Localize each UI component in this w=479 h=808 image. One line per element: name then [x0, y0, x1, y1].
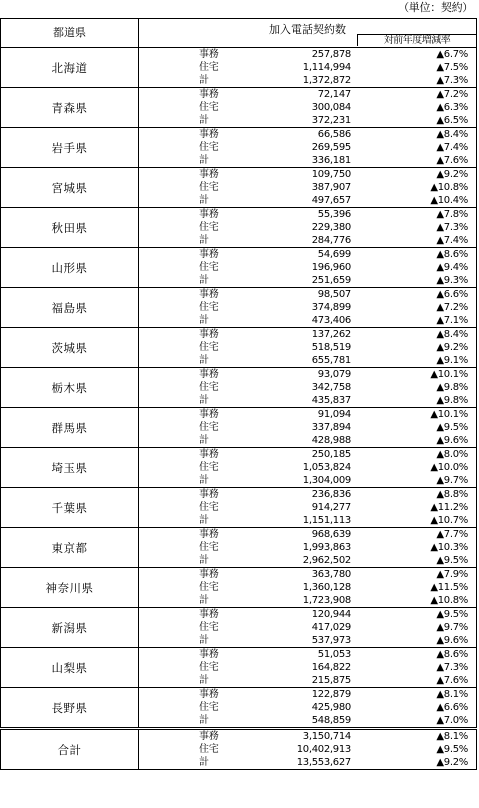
category-label: 計 — [199, 757, 209, 768]
prefecture-name: 埼玉県 — [1, 448, 139, 488]
change-rate: ▲10.8% — [430, 595, 468, 606]
table-row — [1, 448, 477, 488]
data-line — [139, 648, 476, 661]
subscription-value: 374,899 — [311, 302, 351, 313]
change-rate: ▲7.4% — [436, 235, 468, 246]
data-line — [139, 128, 476, 141]
category-label: 事務 — [199, 129, 219, 140]
change-rate: ▲7.9% — [436, 569, 468, 580]
subscription-value: 425,980 — [311, 702, 351, 713]
subscription-value: 1,114,994 — [302, 62, 351, 73]
category-label: 計 — [199, 595, 209, 606]
change-rate: ▲6.3% — [436, 102, 468, 113]
data-line — [139, 461, 476, 474]
category-label: 計 — [199, 635, 209, 646]
data-line — [139, 181, 476, 194]
subscription-value: 363,780 — [311, 569, 351, 580]
category-label: 計 — [199, 275, 209, 286]
prefecture-data — [139, 568, 477, 608]
data-line — [139, 568, 476, 581]
subscription-value: 968,639 — [311, 529, 351, 540]
prefecture-data — [139, 88, 477, 128]
data-line — [139, 381, 476, 394]
subscription-value: 336,181 — [311, 155, 351, 166]
data-line — [139, 328, 476, 341]
data-line — [139, 368, 476, 381]
category-label: 住宅 — [199, 142, 219, 153]
data-line — [139, 474, 476, 487]
table-row — [1, 168, 477, 208]
change-rate: ▲10.1% — [430, 369, 468, 380]
data-line — [139, 581, 476, 594]
change-rate: ▲7.8% — [436, 209, 468, 220]
category-label: 事務 — [199, 569, 219, 580]
prefecture-name: 福島県 — [1, 288, 139, 328]
table-row — [1, 88, 477, 128]
header-prefecture: 都道県 — [1, 19, 139, 48]
category-label: 事務 — [199, 449, 219, 460]
change-rate: ▲6.6% — [436, 702, 468, 713]
change-rate: ▲7.7% — [436, 529, 468, 540]
subscription-value: 98,507 — [317, 289, 351, 300]
prefecture-name: 北海道 — [1, 48, 139, 88]
change-rate: ▲9.2% — [436, 757, 468, 768]
subscription-value: 251,659 — [311, 275, 351, 286]
category-label: 住宅 — [199, 502, 219, 513]
subscription-value: 337,894 — [311, 422, 351, 433]
prefecture-data — [139, 328, 477, 368]
category-label: 事務 — [199, 89, 219, 100]
data-line — [139, 408, 476, 421]
change-rate: ▲9.3% — [436, 275, 468, 286]
subscription-value: 518,519 — [311, 342, 351, 353]
category-label: 計 — [199, 515, 209, 526]
subscription-value: 300,084 — [311, 102, 351, 113]
prefecture-data — [139, 168, 477, 208]
prefecture-name: 新潟県 — [1, 608, 139, 648]
change-rate: ▲7.3% — [436, 662, 468, 673]
subscription-value: 2,962,502 — [302, 555, 351, 566]
table-row — [1, 688, 477, 729]
category-label: 住宅 — [199, 262, 219, 273]
prefecture-data — [139, 208, 477, 248]
data-line — [139, 421, 476, 434]
category-label: 計 — [199, 75, 209, 86]
change-rate: ▲7.6% — [436, 675, 468, 686]
data-line — [139, 74, 476, 87]
subscription-value: 3,150,714 — [302, 731, 351, 742]
change-rate: ▲10.7% — [430, 515, 468, 526]
change-rate: ▲7.2% — [436, 89, 468, 100]
subscription-value: 72,147 — [317, 89, 351, 100]
subscription-value: 120,944 — [311, 609, 351, 620]
data-line — [139, 221, 476, 234]
category-label: 事務 — [199, 209, 219, 220]
table-row — [1, 528, 477, 568]
change-rate: ▲9.5% — [436, 609, 468, 620]
change-rate: ▲9.2% — [436, 342, 468, 353]
prefecture-name: 栃木県 — [1, 368, 139, 408]
prefecture-name: 青森県 — [1, 88, 139, 128]
prefecture-name: 茨城県 — [1, 328, 139, 368]
prefecture-name: 神奈川県 — [1, 568, 139, 608]
data-line — [139, 594, 476, 607]
change-rate: ▲9.5% — [436, 555, 468, 566]
category-label: 住宅 — [199, 462, 219, 473]
subscription-value: 284,776 — [311, 235, 351, 246]
subscription-value: 10,402,913 — [296, 744, 351, 755]
change-rate: ▲6.7% — [436, 49, 468, 60]
category-label: 事務 — [199, 649, 219, 660]
category-label: 計 — [199, 195, 209, 206]
data-line — [139, 168, 476, 181]
prefecture-name: 千葉県 — [1, 488, 139, 528]
subscription-value: 66,586 — [317, 129, 351, 140]
data-line — [139, 61, 476, 74]
data-line — [139, 621, 476, 634]
data-line — [139, 261, 476, 274]
table-row — [1, 648, 477, 688]
subscription-value: 122,879 — [311, 689, 351, 700]
data-line — [139, 234, 476, 247]
category-label: 住宅 — [199, 222, 219, 233]
change-rate: ▲7.3% — [436, 75, 468, 86]
prefecture-data — [139, 48, 477, 88]
category-label: 事務 — [199, 731, 219, 742]
change-rate: ▲10.8% — [430, 182, 468, 193]
subscription-value: 342,758 — [311, 382, 351, 393]
category-label: 住宅 — [199, 582, 219, 593]
prefecture-name: 宮城県 — [1, 168, 139, 208]
change-rate: ▲8.1% — [436, 731, 468, 742]
subscription-value: 13,553,627 — [296, 757, 351, 768]
data-line — [139, 730, 476, 743]
category-label: 住宅 — [199, 542, 219, 553]
table-row — [1, 128, 477, 168]
data-line — [139, 743, 476, 756]
change-rate: ▲9.7% — [436, 622, 468, 633]
prefecture-data — [139, 368, 477, 408]
category-label: 計 — [199, 715, 209, 726]
data-line — [139, 674, 476, 687]
category-label: 事務 — [199, 49, 219, 60]
change-rate: ▲7.3% — [436, 222, 468, 233]
subscription-value: 109,750 — [311, 169, 351, 180]
category-label: 事務 — [199, 169, 219, 180]
category-label: 事務 — [199, 329, 219, 340]
subscription-value: 91,094 — [317, 409, 351, 420]
subscription-value: 257,878 — [311, 49, 351, 60]
header-rate: 対前年度増減率 — [357, 34, 476, 46]
data-line — [139, 141, 476, 154]
change-rate: ▲8.4% — [436, 129, 468, 140]
prefecture-data — [139, 528, 477, 568]
subscription-value: 372,231 — [311, 115, 351, 126]
prefecture-data — [139, 729, 477, 770]
data-line — [139, 501, 476, 514]
data-line — [139, 301, 476, 314]
change-rate: ▲8.6% — [436, 249, 468, 260]
category-label: 事務 — [199, 409, 219, 420]
change-rate: ▲9.8% — [436, 382, 468, 393]
data-line — [139, 756, 476, 769]
change-rate: ▲9.7% — [436, 475, 468, 486]
category-label: 計 — [199, 555, 209, 566]
change-rate: ▲10.4% — [430, 195, 468, 206]
data-line — [139, 341, 476, 354]
subscription-value: 473,406 — [311, 315, 351, 326]
data-line — [139, 514, 476, 527]
header-subscriptions-label: 加入電話契約数 — [269, 23, 346, 36]
unit-note: （単位：契約） — [398, 1, 473, 14]
category-label: 住宅 — [199, 744, 219, 755]
prefecture-data — [139, 248, 477, 288]
category-label: 計 — [199, 395, 209, 406]
category-label: 事務 — [199, 369, 219, 380]
prefecture-data — [139, 128, 477, 168]
change-rate: ▲8.4% — [436, 329, 468, 340]
prefecture-name: 岩手県 — [1, 128, 139, 168]
category-label: 住宅 — [199, 302, 219, 313]
category-label: 事務 — [199, 609, 219, 620]
category-label: 計 — [199, 235, 209, 246]
subscription-value: 548,859 — [311, 715, 351, 726]
subscription-value: 54,699 — [317, 249, 351, 260]
change-rate: ▲8.0% — [436, 449, 468, 460]
prefecture-data — [139, 448, 477, 488]
subscription-value: 387,907 — [311, 182, 351, 193]
change-rate: ▲9.2% — [436, 169, 468, 180]
data-line — [139, 434, 476, 447]
category-label: 事務 — [199, 249, 219, 260]
subscription-value: 137,262 — [311, 329, 351, 340]
data-line — [139, 554, 476, 567]
prefecture-data — [139, 608, 477, 648]
change-rate: ▲7.1% — [436, 315, 468, 326]
prefecture-name: 東京都 — [1, 528, 139, 568]
subscription-value: 655,781 — [311, 355, 351, 366]
subscription-value: 1,723,908 — [302, 595, 351, 606]
data-line — [139, 274, 476, 287]
change-rate: ▲9.1% — [436, 355, 468, 366]
change-rate: ▲7.2% — [436, 302, 468, 313]
table-row — [1, 208, 477, 248]
subscription-value: 1,993,863 — [302, 542, 351, 553]
category-label: 計 — [199, 435, 209, 446]
change-rate: ▲6.6% — [436, 289, 468, 300]
subscription-value: 914,277 — [311, 502, 351, 513]
prefecture-name: 長野県 — [1, 688, 139, 729]
subscription-value: 229,380 — [311, 222, 351, 233]
subscription-value: 164,822 — [311, 662, 351, 673]
table-row — [1, 488, 477, 528]
prefecture-data — [139, 648, 477, 688]
subscription-value: 51,053 — [317, 649, 351, 660]
subscription-value: 417,029 — [311, 622, 351, 633]
total-row — [1, 729, 477, 770]
prefecture-name: 山梨県 — [1, 648, 139, 688]
subscription-value: 497,657 — [311, 195, 351, 206]
category-label: 住宅 — [199, 62, 219, 73]
data-line — [139, 608, 476, 621]
data-line — [139, 88, 476, 101]
category-label: 計 — [199, 675, 209, 686]
data-line — [139, 448, 476, 461]
table-row — [1, 48, 477, 88]
subscription-value: 196,960 — [311, 262, 351, 273]
prefecture-data — [139, 408, 477, 448]
category-label: 住宅 — [199, 382, 219, 393]
data-line — [139, 48, 476, 61]
table-row — [1, 328, 477, 368]
category-label: 住宅 — [199, 622, 219, 633]
subscription-value: 93,079 — [317, 369, 351, 380]
data-line — [139, 634, 476, 647]
subscription-value: 215,875 — [311, 675, 351, 686]
change-rate: ▲10.1% — [430, 409, 468, 420]
change-rate: ▲7.0% — [436, 715, 468, 726]
change-rate: ▲9.8% — [436, 395, 468, 406]
data-line — [139, 394, 476, 407]
prefecture-data — [139, 688, 477, 729]
category-label: 計 — [199, 315, 209, 326]
subscription-value: 537,973 — [311, 635, 351, 646]
subscription-value: 435,837 — [311, 395, 351, 406]
prefecture-name: 合計 — [1, 729, 139, 770]
subscription-value: 1,372,872 — [302, 75, 351, 86]
table-row — [1, 568, 477, 608]
category-label: 住宅 — [199, 702, 219, 713]
data-line — [139, 528, 476, 541]
subscriptions-table — [0, 18, 477, 770]
category-label: 住宅 — [199, 342, 219, 353]
table-row — [1, 248, 477, 288]
change-rate: ▲10.3% — [430, 542, 468, 553]
data-line — [139, 488, 476, 501]
change-rate: ▲9.6% — [436, 435, 468, 446]
category-label: 計 — [199, 115, 209, 126]
category-label: 住宅 — [199, 182, 219, 193]
category-label: 住宅 — [199, 662, 219, 673]
change-rate: ▲8.8% — [436, 489, 468, 500]
data-line — [139, 154, 476, 167]
data-line — [139, 101, 476, 114]
category-label: 事務 — [199, 489, 219, 500]
data-line — [139, 541, 476, 554]
table-row — [1, 368, 477, 408]
subscription-value: 250,185 — [311, 449, 351, 460]
subscription-value: 55,396 — [317, 209, 351, 220]
data-line — [139, 354, 476, 367]
category-label: 計 — [199, 355, 209, 366]
category-label: 事務 — [199, 289, 219, 300]
table-row — [1, 608, 477, 648]
data-line — [139, 288, 476, 301]
subscription-value: 428,988 — [311, 435, 351, 446]
subscription-value: 1,151,113 — [302, 515, 351, 526]
change-rate: ▲10.0% — [430, 462, 468, 473]
change-rate: ▲8.6% — [436, 649, 468, 660]
data-line — [139, 701, 476, 714]
data-line — [139, 114, 476, 127]
data-line — [139, 688, 476, 701]
data-line — [139, 248, 476, 261]
category-label: 計 — [199, 475, 209, 486]
change-rate: ▲7.5% — [436, 62, 468, 73]
subscription-value: 269,595 — [311, 142, 351, 153]
change-rate: ▲11.5% — [430, 582, 468, 593]
subscription-value: 1,360,128 — [302, 582, 351, 593]
category-label: 計 — [199, 155, 209, 166]
change-rate: ▲7.4% — [436, 142, 468, 153]
prefecture-name: 秋田県 — [1, 208, 139, 248]
change-rate: ▲6.5% — [436, 115, 468, 126]
change-rate: ▲7.6% — [436, 155, 468, 166]
subscription-value: 236,836 — [311, 489, 351, 500]
prefecture-data — [139, 288, 477, 328]
subscription-value: 1,053,824 — [302, 462, 351, 473]
subscription-value: 1,304,009 — [302, 475, 351, 486]
prefecture-name: 山形県 — [1, 248, 139, 288]
data-line — [139, 714, 476, 727]
table-row — [1, 288, 477, 328]
change-rate: ▲11.2% — [430, 502, 468, 513]
category-label: 住宅 — [199, 422, 219, 433]
category-label: 住宅 — [199, 102, 219, 113]
change-rate: ▲8.1% — [436, 689, 468, 700]
data-line — [139, 208, 476, 221]
data-line — [139, 661, 476, 674]
category-label: 事務 — [199, 689, 219, 700]
prefecture-name: 群馬県 — [1, 408, 139, 448]
data-line — [139, 194, 476, 207]
change-rate: ▲9.6% — [436, 635, 468, 646]
change-rate: ▲9.4% — [436, 262, 468, 273]
change-rate: ▲9.5% — [436, 744, 468, 755]
prefecture-data — [139, 488, 477, 528]
change-rate: ▲9.5% — [436, 422, 468, 433]
category-label: 事務 — [199, 529, 219, 540]
table-row — [1, 408, 477, 448]
data-line — [139, 314, 476, 327]
